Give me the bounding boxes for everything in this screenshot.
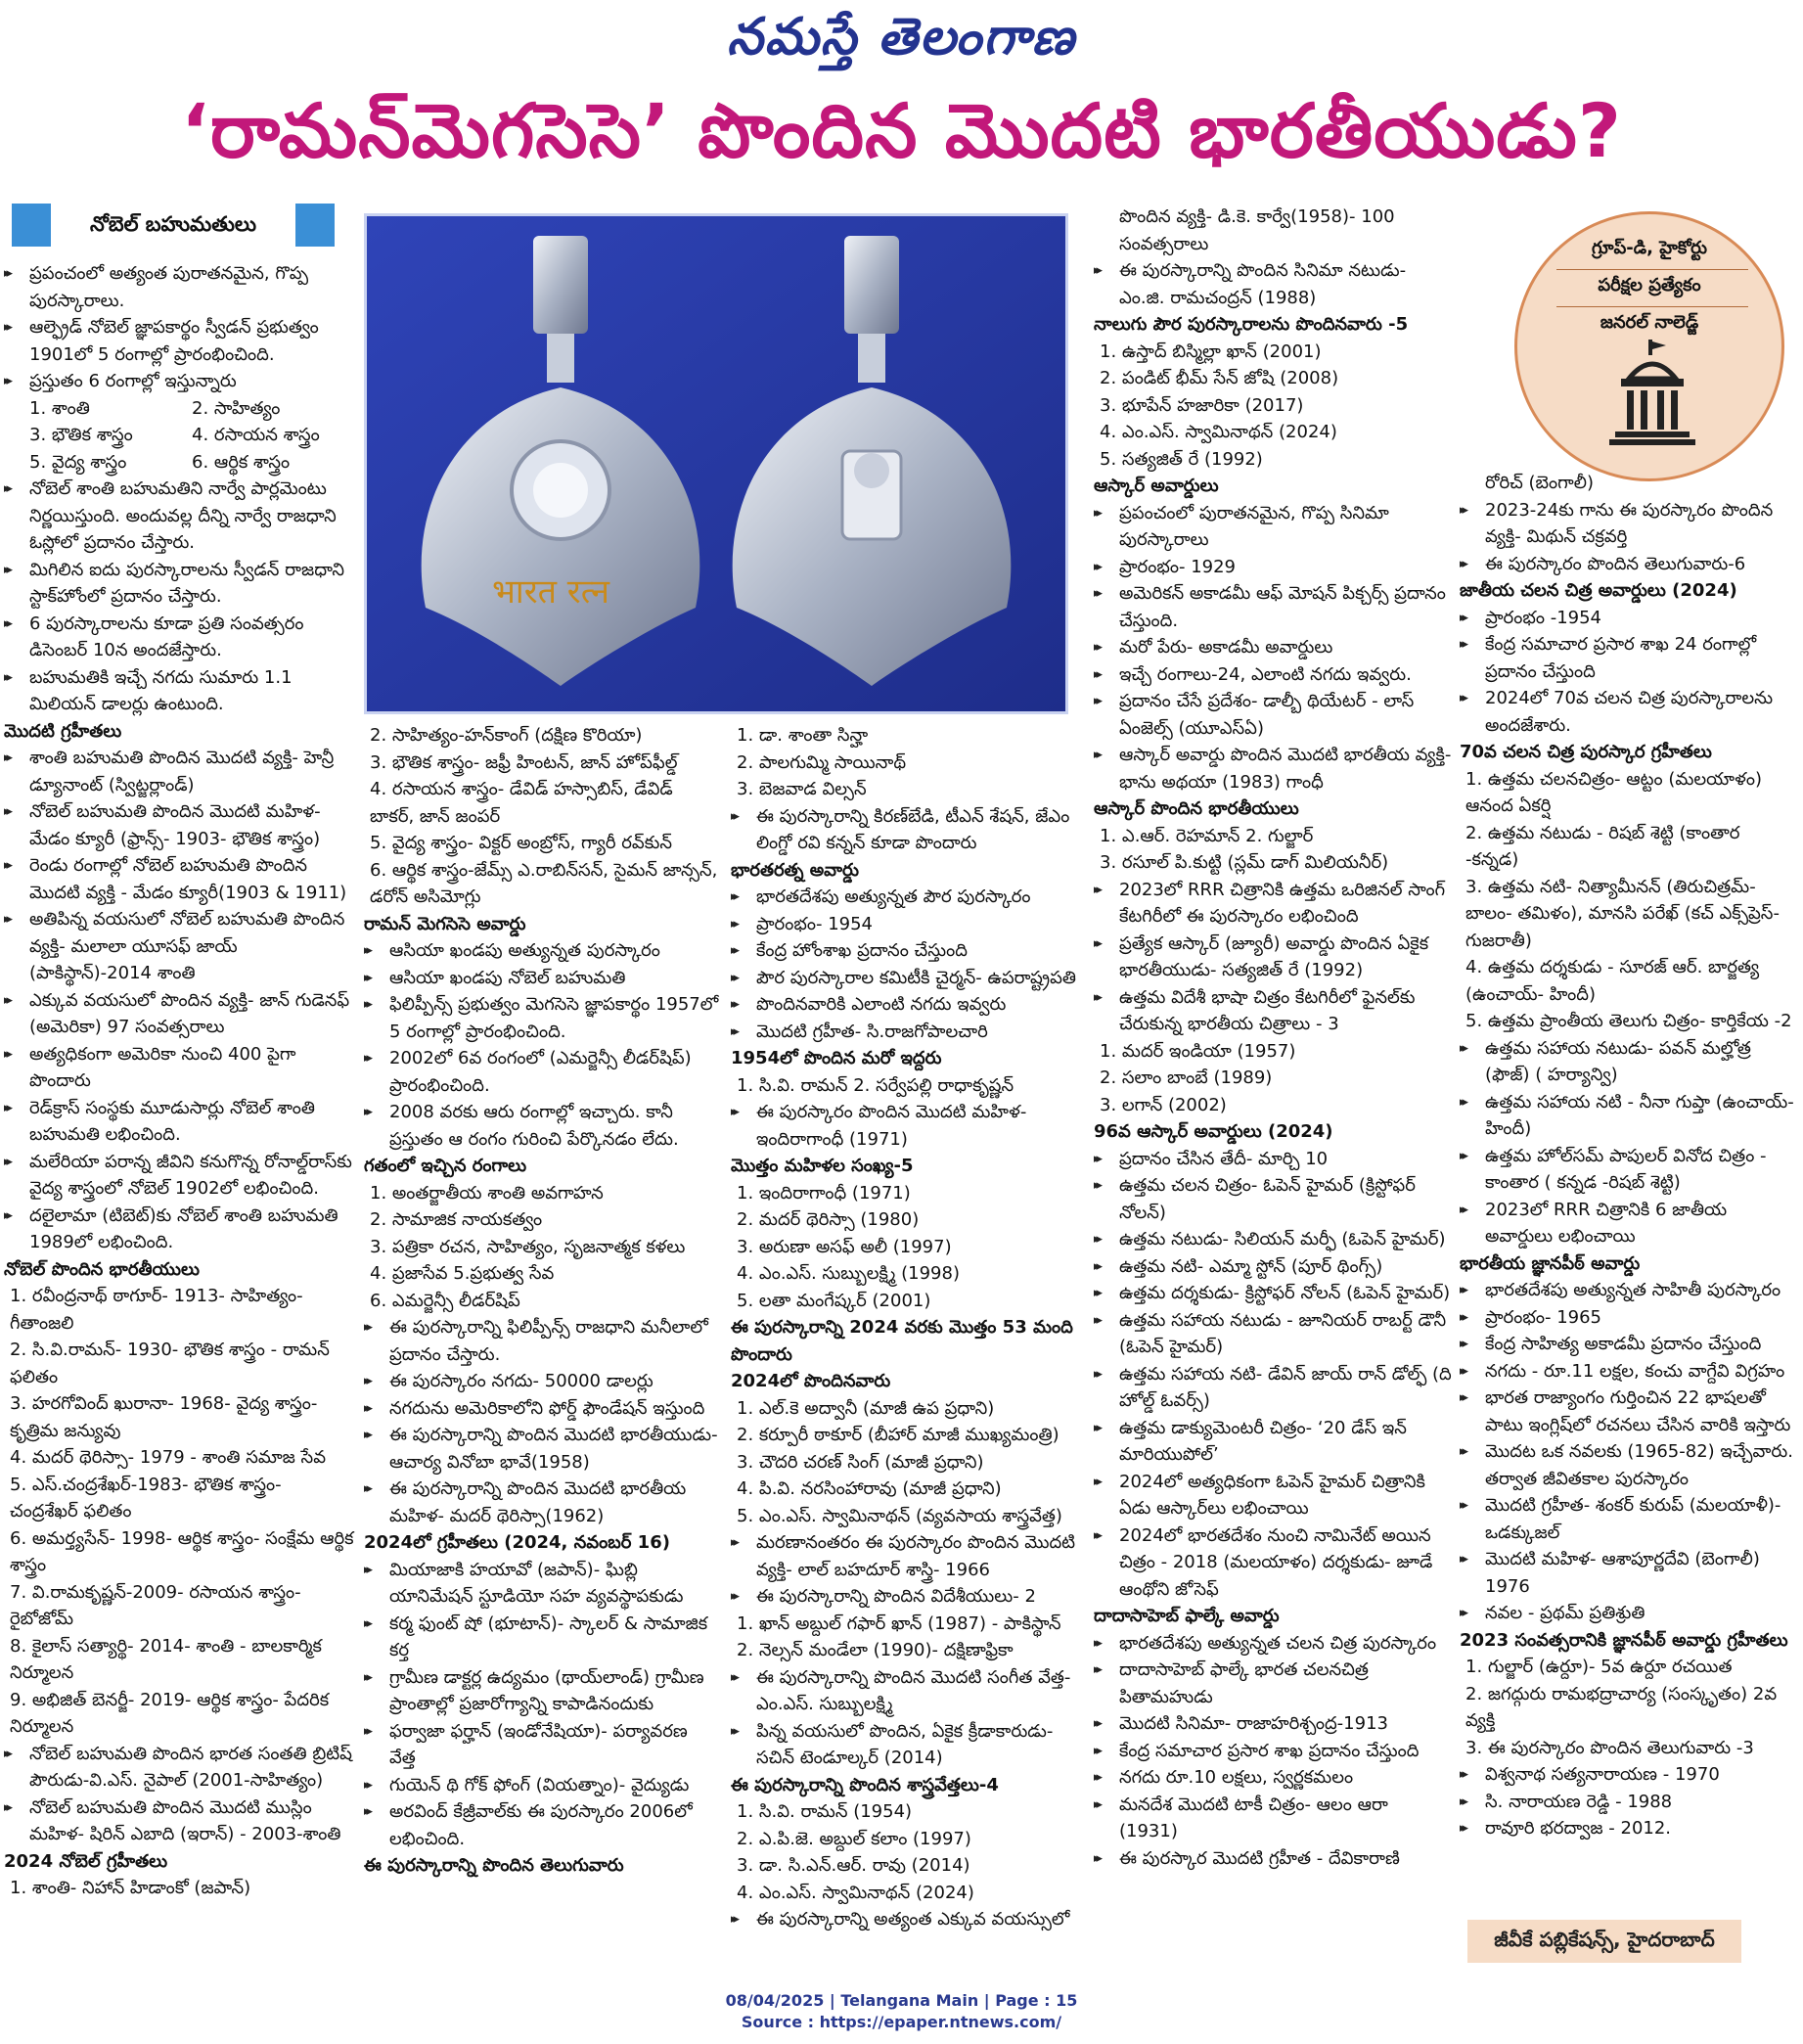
exam-special-badge <box>1514 211 1784 481</box>
subheading: ఆస్కార్‌ పొందిన భారతీయులు <box>1094 798 1299 819</box>
list-item: ▸▸ 2023లో RRR చిత్రానికి ఉత్తమ ఒరిజినల్‌ సాంగ్‌ కేటగిరీలో ఈ పురస్కారం లభించింది <box>1092 877 1452 931</box>
list-item: రోరిచ్‌ (బెంగాలీ) <box>1485 473 1594 493</box>
column-3 <box>729 722 1091 1933</box>
list-item: ▸▸ ఈ పురస్కారాన్ని పొందిన సినిమా నటుడు- ఎం.జి. రామచంద్రన్‌ (1988) <box>1092 257 1452 311</box>
list-item: ▸▸ నగదును అమెరికాలోని ఫోర్డ్‌ ఫౌండేషన్‌ ఇస్తుంది <box>362 1395 719 1423</box>
list-item: ▸▸ మొదటి సినిమా- రాజాహరిశ్చంద్ర-1913 <box>1092 1710 1452 1738</box>
list-item: ▸▸ ప్రారంభం- 1954 <box>729 911 1091 938</box>
list-item: ▸▸ ఉత్తమ నటి- ఎమ్మా స్టోన్‌ (పూర్‌ థింగ్స్‌) <box>1092 1253 1452 1281</box>
list-item: ▸▸ నోబెల్‌ శాంతి బహుమతిని నార్వే పార్లమెంటు నిర్ణయిస్తుంది. అందువల్ల దీన్ని నార్వే రాజధాని ఓస్లోలో ప్రదానం చేస్తారు. <box>2 476 354 557</box>
list-item: ▸▸ బహుమతికి ఇచ్చే నగదు సుమారు 1.1 మిలియన్‌ డాలర్లు ఉంటుంది. <box>2 664 354 718</box>
list-item: 1. సి.వి. రామన్‌ 2. సర్వేపల్లి రాధాకృష్ణన్‌ <box>737 1074 1014 1096</box>
list-item: ▸▸ పౌర పురస్కారాల కమిటీకి చైర్మన్‌- ఉపరాష్ట్రపతి <box>729 965 1091 992</box>
list-item: ▸▸ కేంద్ర హోంశాఖ ప్రదానం చేస్తుంది <box>729 937 1091 965</box>
list-item: ▸▸ ఈ పురస్కారాన్ని పొందిన మొదటి భారతీయ మహిళ- మదర్‌ థెరిస్సా(1962) <box>362 1476 719 1529</box>
list-item: 1. శాంతి 2. సాహిత్యం <box>29 397 281 419</box>
list-item: ▸▸ ఇచ్చే రంగాలు-24, ఎలాంటి నగదు ఇవ్వరు. <box>1092 661 1452 689</box>
list-item: ▸▸ ప్రత్యేక ఆస్కార్‌ (జ్యూరీ) అవార్డు పొందిన ఏకైక భారతీయుడు- సత్యజిత్‌ రే (1992) <box>1092 931 1452 984</box>
list-item: 5. సత్యజిత్‌ రే (1992) <box>1100 448 1263 470</box>
list-item: 1. డా. శాంతా సిన్హా <box>737 725 869 746</box>
list-item: ▸▸ రెండు రంగాల్లో నోబెల్‌ బహుమతి పొందిన మొదటి వ్యక్తి - మేడం క్యూరీ(1903 & 1911) <box>2 852 354 906</box>
list-item: 7. వి.రామకృష్ణన్‌-2009- రసాయన శాస్త్రం- రైబోజోమ్‌ <box>10 1581 301 1629</box>
list-item: ▸▸ మలేరియా పరాన్న జీవిని కనుగొన్న రోనాల్డ్‌రాస్‌కు వైద్య శాస్త్రంలో నోబెల్‌ 1902లో లభించింది. <box>2 1149 354 1203</box>
subheading: జాతీయ చలన చిత్ర అవార్డులు (2024) <box>1460 580 1737 601</box>
list-item: 3. భౌతిక శాస్త్రం 4. రసాయన శాస్త్రం <box>29 425 320 445</box>
badge-line-1: గ్రూప్‌-డి, హైకోర్టు <box>1591 238 1708 258</box>
list-item: ▸▸ మనదేశ మొదటి టాకీ చిత్రం- ఆలం ఆరా (1931) <box>1092 1792 1452 1845</box>
list-item: 3. ఈ పురస్కారం పొందిన తెలుగువారు -3 <box>1465 1737 1754 1758</box>
list-item: 1. గుల్జార్‌ (ఉర్దూ)- 5వ ఉర్దూ రచయిత <box>1465 1657 1733 1677</box>
column-1-body <box>2 260 354 1902</box>
list-item: ▸▸ ఈ పురస్కారం పొందిన మొదటి మహిళ- ఇందిరాగాంధీ (1971) <box>729 1099 1091 1153</box>
list-item: 5. వైద్య శాస్త్రం- విక్టర్‌ అంబ్రోస్‌, గ్యారీ రవ్‌కున్‌ <box>370 833 672 853</box>
list-item: ▸▸ 2024లో అత్యధికంగా ఓపెన్‌ హైమర్‌ చిత్రానికి ఏడు ఆస్కార్‌లు లభించాయి <box>1092 1469 1452 1522</box>
list-item: ▸▸ ఉత్తమ నటుడు- సిలియన్‌ మర్ఫీ (ఓపెన్‌ హైమర్‌) <box>1092 1226 1452 1253</box>
list-item: ▸▸ ఈ పురస్కారాన్ని అత్యంత ఎక్కువ వయస్సులో <box>729 1906 1091 1933</box>
list-item: ▸▸ నవల - ప్రథమ్‌ ప్రతిశ్రుతి <box>1458 1600 1796 1627</box>
list-item: 1. ఉస్తాద్‌ బిస్మిల్లా ఖాన్‌ (2001) <box>1100 341 1322 362</box>
list-item: ▸▸ మొదటి మహిళ- ఆశాపూర్ణదేవి (బెంగాలీ) 1976 <box>1458 1546 1796 1600</box>
building-icon <box>1607 340 1697 445</box>
list-item: ▸▸ ప్రదానం చేసే ప్రదేశం- డాల్బీ థియేటర్‌ - లాస్‌ ఏంజెల్స్‌ (యూఎస్‌ఏ) <box>1092 688 1452 742</box>
list-item: ▸▸ నగదు రూ.10 లక్షలు, స్వర్ణకమలం <box>1092 1764 1452 1792</box>
list-item: ▸▸ దలైలామా (టిబెట్‌)కు నోబెల్‌ శాంతి బహుమతి 1989లో లభించింది. <box>2 1203 354 1256</box>
list-item: ▸▸ విశ్వనాథ సత్యనారాయణ - 1970 <box>1458 1761 1796 1789</box>
footer-edition: 08/04/2025 | Telangana Main | Page : 15 <box>725 1991 1078 2010</box>
subheading: మొత్తం మహిళల సంఖ్య-5 <box>731 1156 914 1176</box>
list-item: 5. లతా మంగేష్కర్‌ (2001) <box>737 1290 931 1311</box>
list-item: 3. చౌదరి చరణ్‌ సింగ్‌ (మాజీ ప్రధాని) <box>737 1451 984 1473</box>
list-item: 2. సాహిత్యం-హన్‌కాంగ్‌ (దక్షిణ కొరియా) <box>370 725 643 746</box>
list-item: ▸▸ ఈ పురస్కార మొదటి గ్రహీత - దేవికారాణి <box>1092 1845 1452 1873</box>
list-item: 1. శాంతి- నిహాన్‌ హిడాంకో (జపాన్‌) <box>10 1878 251 1898</box>
subheading: ఆస్కార్‌ అవార్డులు <box>1094 476 1219 496</box>
list-item: ▸▸ పిన్న వయసులో పొందిన, ఏకైక క్రీడాకారుడు- సచిన్‌ టెండూల్కర్‌ (2014) <box>729 1718 1091 1772</box>
list-item: ▸▸ కేంద్ర సమాచార ప్రసార శాఖ 24 రంగాల్లో ప్రదానం చేస్తుంది <box>1458 631 1796 685</box>
list-item: ▸▸ శాంతి బహుమతి పొందిన మొదటి వ్యక్తి- హెన్రీ డ్యూనాంట్‌ (స్విట్జర్లాండ్‌) <box>2 745 354 798</box>
list-item: ▸▸ 2002లో 6వ రంగంలో (ఎమర్జెన్సీ లీడర్‌షిప్‌) ప్రారంభించింది. <box>362 1045 719 1099</box>
page-footer <box>0 1990 1803 2033</box>
list-item: ▸▸ ఈ పురస్కారం పొందిన తెలుగువారు-6 <box>1458 551 1796 578</box>
newspaper-name: నమస్తే తెలంగాణ <box>727 7 1076 67</box>
section-header <box>2 204 354 254</box>
column-4 <box>1092 204 1452 1872</box>
list-item: 3. ఉత్తమ నటి- నిత్యామీనన్‌ (తిరుచిత్రమ్‌-బాలం- తమిళం), మానసి పరేఖ్‌ (కచ్‌ ఎక్స్‌ప్రెస్‌- గుజరాతీ) <box>1465 876 1780 951</box>
list-item: 1. ఎ.ఆర్‌. రెహమాన్‌ 2. గుల్జార్‌ <box>1100 825 1314 846</box>
list-item: 2. నెల్సన్‌ మండేలా (1990)- దక్షిణాఫ్రికా <box>737 1640 1014 1660</box>
list-item: ▸▸ కేంద్ర సాహిత్య అకాడమీ ప్రదానం చేస్తుంది <box>1458 1331 1796 1358</box>
subheading: భారతీయ జ్ఞానపీఠ్‌ అవార్డు <box>1460 1252 1641 1274</box>
list-item: ▸▸ ఈ పురస్కారం నగదు- 50000 డాలర్లు <box>362 1368 719 1395</box>
list-item: ▸▸ అతిపిన్న వయసులో నోబెల్‌ బహుమతి పొందిన వ్యక్తి- మలాలా యూసఫ్‌ జాయ్‌ (పాకిస్థాన్‌)-2014 శాంతి <box>2 906 354 987</box>
list-item: 6. ఎమర్జెన్సీ లీడర్‌షిప్‌ <box>370 1290 520 1311</box>
list-item: 2. సామాజిక నాయకత్వం <box>370 1209 543 1230</box>
list-item: 3. బెజవాడ విల్సన్‌ <box>737 779 867 799</box>
list-item: 3. భూపేన్‌ హజారికా (2017) <box>1100 394 1304 416</box>
subheading: రామన్‌ మెగసెసె అవార్డు <box>364 913 526 934</box>
list-item: ▸▸ ప్రారంభం -1954 <box>1458 605 1796 632</box>
list-item: ▸▸ ఈ పురస్కారాన్ని పొందిన మొదటి సంగీత వేత్త- ఎం.ఎస్‌. సుబ్బులక్ష్మి <box>729 1664 1091 1718</box>
list-item: ▸▸ 2024లో 70వ చలన చిత్ర పురస్కారాలను అందజేశారు. <box>1458 685 1796 739</box>
list-item: 3. డా. సి.ఎన్‌.ఆర్‌. రావు (2014) <box>737 1855 970 1876</box>
list-item: 6. ఆర్థిక శాస్త్రం-జేమ్స్‌ ఎ.రాబిన్‌సన్‌, సైమన్‌ జాన్సన్‌, డరోన్‌ అసిమోగ్లు <box>370 859 718 907</box>
list-item: 6. అమర్త్యసేన్‌- 1998- ఆర్థిక శాస్త్రం- సంక్షేమ ఆర్థిక శాస్త్రం <box>10 1527 354 1575</box>
list-item: 1. ఉత్తమ చలనచిత్రం- ఆట్టం (మలయాళం) ఆనంద ఏకర్షి <box>1465 768 1763 816</box>
column-1 <box>2 204 354 1902</box>
list-item: 2. మదర్‌ థెరిస్సా (1980) <box>737 1209 920 1230</box>
list-item: 4. ఎం.ఎస్‌. స్వామినాథన్‌ (2024) <box>737 1882 974 1903</box>
list-item: 4. ప్రజాసేవ 5.ప్రభుత్వ సేవ <box>370 1263 555 1284</box>
subheading: నోబెల్‌ పొందిన భారతీయులు <box>4 1258 200 1280</box>
list-item: ▸▸ ఈ పురస్కారాన్ని పొందిన విదేశీయులు- 2 <box>729 1583 1091 1611</box>
list-item: ▸▸ ఉత్తమ సహాయ నటి - నీనా గుప్తా (ఉంచాయ్‌-హిందీ) <box>1458 1089 1796 1143</box>
list-item: 3. భౌతిక శాస్త్రం- జఫ్రీ హింటన్‌, జాన్‌ హోప్‌ఫీల్డ్‌ <box>370 751 678 773</box>
column-5 <box>1458 470 1796 1842</box>
badge-divider <box>1556 269 1748 270</box>
list-item: ▸▸ దాదాసాహెబ్‌ ఫాల్కే భారత చలనచిత్ర పితామహుడు <box>1092 1657 1452 1710</box>
list-item: ▸▸ కేంద్ర సమాచార ప్రసార శాఖ ప్రదానం చేస్తుంది <box>1092 1738 1452 1765</box>
list-item: ▸▸ ఉత్తమ విదేశీ భాషా చిత్రం కేటగిరీలో ఫైనల్‌కు చేరుకున్న భారతీయ చిత్రాలు - 3 <box>1092 984 1452 1038</box>
list-item: ▸▸ 2023లో RRR చిత్రానికి 6 జాతీయ అవార్డులు లభించాయి <box>1458 1197 1796 1250</box>
badge-divider <box>1556 306 1748 307</box>
subheading: 2024 నోబెల్‌ గ్రహీతలు <box>4 1850 168 1872</box>
subheading: గతంలో ఇచ్చిన రంగాలు <box>364 1156 527 1176</box>
list-item: ▸▸ ఆసియా ఖండపు నోబెల్‌ బహుమతి <box>362 965 719 992</box>
subheading: 96వ ఆస్కార్‌ అవార్డులు (2024) <box>1094 1121 1333 1142</box>
list-item: ▸▸ ఉత్తమ చలన చిత్రం- ఓపెన్‌ హైమర్‌ (క్రిస్టోఫర్‌ నోలన్‌) <box>1092 1172 1452 1226</box>
list-item: 1. మదర్‌ ఇండియా (1957) <box>1100 1040 1296 1062</box>
list-item: ▸▸ ఈ పురస్కారాన్ని పొందిన మొదటి భారతీయుడు- ఆచార్య వినోబా భావే(1958) <box>362 1422 719 1476</box>
list-item: ▸▸ మొదటి గ్రహీత- సి.రాజగోపాలచారి <box>729 1019 1091 1046</box>
list-item: ▸▸ రావూరి భరద్వాజ - 2012. <box>1458 1815 1796 1842</box>
list-item: ▸▸ భారతదేశపు అత్యున్నత చలన చిత్ర పురస్కారం <box>1092 1630 1452 1658</box>
subheading: 70వ చలన చిత్ర పురస్కార గ్రహీతలు <box>1460 742 1712 762</box>
list-item: ▸▸ మియాజాకి హయావో (జపాన్‌)- ఘిబ్లి యానిమేషన్‌ స్టూడియో సహ వ్యవస్థాపకుడు <box>362 1557 719 1611</box>
list-item: ▸▸ ఆసియా ఖండపు అత్యున్నత పురస్కారం <box>362 937 719 965</box>
section-title: నోబెల్‌ బహుమతులు <box>12 204 335 247</box>
column-2 <box>362 722 719 1880</box>
list-item: ▸▸ ప్రపంచంలో అత్యంత పురాతనమైన, గొప్ప పురస్కారాలు. <box>2 260 354 314</box>
list-item: ▸▸ 2023-24కు గాను ఈ పురస్కారం పొందిన వ్యక్తి- మిథున్‌ చక్రవర్తి <box>1458 497 1796 551</box>
list-item: ▸▸ ఆస్కార్‌ అవార్డు పొందిన మొదటి భారతీయ వ్యక్తి- భాను అథయా (1983) గాంధీ <box>1092 742 1452 795</box>
list-item: ▸▸ ఉత్తమ సహాయ నటుడు- పవన్‌ మల్హోత్ర (ఫౌజ్‌) ( హర్యాన్వి) <box>1458 1035 1796 1089</box>
list-item: 4. ఎం.ఎస్‌. స్వామినాథన్‌ (2024) <box>1100 422 1337 442</box>
list-item: ▸▸ 6 పురస్కారాలను కూడా ప్రతి సంవత్సరం డిసెంబర్‌ 10న అందజేస్తారు. <box>2 611 354 664</box>
subheading: 2024లో గ్రహీతలు (2024, నవంబర్‌ 16) <box>364 1532 670 1553</box>
list-item: ▸▸ నగదు - రూ.11 లక్షల, కంచు వాగ్దేవి విగ్రహం <box>1458 1358 1796 1385</box>
list-item: 3. అరుణా అసఫ్‌ అలీ (1997) <box>737 1236 952 1257</box>
list-item: 4. పి.వి. నరసింహారావు (మాజీ ప్రధాని) <box>737 1478 1002 1499</box>
list-item: ▸▸ రెడ్‌క్రాస్‌ సంస్థకు మూడుసార్లు నోబెల్‌ శాంతి బహుమతి లభించింది. <box>2 1095 354 1149</box>
list-item: ▸▸ గుయెన్‌ థి గోక్‌ ఫోంగ్‌ (వియత్నాం)- వైద్యుడు <box>362 1772 719 1799</box>
list-item: ▸▸ ప్రదానం చేసిన తేదీ- మార్చి 10 <box>1092 1146 1452 1173</box>
list-item: ▸▸ ప్రారంభం- 1929 <box>1092 554 1452 581</box>
list-item: 3. హరగోవింద్‌ ఖురానా- 1968- వైద్య శాస్త్రం- కృత్రిమ జన్యువు <box>10 1393 318 1441</box>
list-item: ▸▸ అరవింద్‌ కేజ్రీవాల్‌కు ఈ పురస్కారం 2006లో లభించింది. <box>362 1798 719 1852</box>
badge-line-3: జనరల్‌ నాలెడ్జ్‌ <box>1600 312 1699 333</box>
headline-text: ‘రామన్‌మెగసెసె’ పొందిన మొదటి భారతీయుడు? <box>181 87 1622 174</box>
list-item: ▸▸ ఉత్తమ సహాయ నటి- డేవిన్‌ జాయ్‌ రాన్‌ డోల్ఫ్‌ (ది హోల్డ్‌ ఓవర్స్‌) <box>1092 1361 1452 1415</box>
list-item: ▸▸ ఫిలిప్పీన్స్‌ ప్రభుత్వం మెగసెసె జ్ఞాపకార్థం 1957లో 5 రంగాల్లో ప్రారంభించింది. <box>362 991 719 1045</box>
list-item: 4. ఉత్తమ దర్శకుడు - సూరజ్‌ ఆర్‌. బార్జత్య (ఉంచాయ్‌- హిందీ) <box>1465 957 1760 1005</box>
list-item: ▸▸ ఎక్కువ వయసులో పొందిన వ్యక్తి- జాన్‌ గుడెనఫ్‌ (అమెరికా) 97 సంవత్సరాలు <box>2 987 354 1041</box>
list-item: 2. సి.వి.రామన్‌- 1930- భౌతిక శాస్త్రం - రామన్‌ ఫలితం <box>10 1340 330 1387</box>
list-item: 2. పాలగుమ్మి సాయినాథ్‌ <box>737 751 907 773</box>
subheading: 2024లో పొందినవారు <box>731 1371 891 1391</box>
subheading: 1954లో పొందిన మరో ఇద్దరు <box>731 1048 942 1068</box>
subheading: నాలుగు పౌర పురస్కారాలను పొందినవారు -5 <box>1094 314 1409 335</box>
list-item: ▸▸ భారతదేశపు అత్యున్నత పౌర పురస్కారం <box>729 884 1091 911</box>
list-item: ▸▸ మిగిలిన ఐదు పురస్కారాలను స్వీడన్‌ రాజధాని స్టాక్‌హోంలో ప్రదానం చేస్తారు. <box>2 557 354 611</box>
list-item: 2. జగద్గురు రామభద్రాచార్య (సంస్కృతం) 2వ వ్యక్తి <box>1465 1683 1778 1731</box>
list-item: 2. ఉత్తమ నటుడు - రిషబ్‌ శెట్టి (కాంతార -కన్నడ) <box>1465 822 1740 870</box>
list-item: ▸▸ భారత రాజ్యాంగం గుర్తించిన 22 భాషలతో పాటు ఇంగ్లిష్‌లో రచనలు చేసిన వారికి ఇస్తారు <box>1458 1385 1796 1438</box>
list-item: ▸▸ 2008 వరకు ఆరు రంగాల్లో ఇచ్చారు. కానీ ప్రస్తుతం ఆ రంగం గురించి పేర్కొనడం లేదు. <box>362 1099 719 1153</box>
list-item: 2. పండిట్‌ భీమ్‌ సేన్‌ జోషి (2008) <box>1100 368 1339 388</box>
footer-source: Source : https://epaper.ntnews.com/ <box>741 2013 1062 2031</box>
list-item: ▸▸ అమెరికన్‌ అకాడమీ ఆఫ్‌ మోషన్‌ పిక్చర్స్‌ ప్రదానం చేస్తుంది. <box>1092 580 1452 634</box>
list-item: 5. ఎం.ఎస్‌. స్వామినాథన్‌ (వ్యవసాయ శాస్త్రవేత్త) <box>737 1505 1062 1526</box>
list-item: ▸▸ ఉత్తమ దర్శకుడు- క్రిస్టోఫర్‌ నోలన్‌ (ఓపెన్‌ హైమర్‌) <box>1092 1280 1452 1307</box>
list-item: ▸▸ గ్రామీణ డాక్టర్ల ఉద్యమం (థాయ్‌లాండ్‌) గ్రామీణ ప్రాంతాల్లో ప్రజారోగ్యాన్ని కాపాడినందుకు <box>362 1664 719 1718</box>
subheading: 2023 సంవత్సరానికి జ్ఞానపీఠ్‌ అవార్డు గ్రహీతలు <box>1460 1629 1788 1651</box>
list-item: 3. లగాన్‌ (2002) <box>1100 1094 1227 1115</box>
list-item: 3. రసూల్‌ పి.కుట్టి (స్లమ్‌ డాగ్‌ మిలియనీర్‌) <box>1100 852 1389 873</box>
list-item: ▸▸ ఆల్ఫ్రెడ్‌ నోబెల్‌ జ్ఞాపకార్థం స్వీడన్‌ ప్రభుత్వం 1901లో 5 రంగాల్లో ప్రారంభించింది. <box>2 314 354 368</box>
list-item: 8. కైలాస్‌ సత్యార్థి- 2014- శాంతి - బాలకార్మిక నిర్మూలన <box>10 1635 322 1683</box>
list-item: 4. రసాయన శాస్త్రం- డేవిడ్‌ హస్సాబిస్‌, డేవిడ్‌ బాకర్‌, జాన్‌ జంపర్‌ <box>370 779 673 827</box>
list-item: 3. పత్రికా రచన, సాహిత్యం, సృజనాత్మక కళలు <box>370 1236 686 1257</box>
list-item: ▸▸ మొదటి గ్రహీత- శంకర్‌ కురుప్‌ (మలయాళీ)- ఒడక్కుజల్‌ <box>1458 1492 1796 1546</box>
list-item: 4. మదర్‌ థెరిస్సా- 1979 - శాంతి సమాజ సేవ <box>10 1447 326 1468</box>
list-item: 5. ఉత్తమ ప్రాంతీయ తెలుగు చిత్రం- కార్తికేయ -2 <box>1465 1011 1792 1031</box>
list-item: 4. ఎం.ఎస్‌. సుబ్బులక్ష్మి (1998) <box>737 1263 960 1284</box>
list-item: ▸▸ పొందినవారికి ఎలాంటి నగదు ఇవ్వరు <box>729 991 1091 1019</box>
list-item: ▸▸ ఈ పురస్కారాన్ని ఫిలిప్పీన్స్‌ రాజధాని మనీలాలో ప్రదానం చేస్తారు. <box>362 1314 719 1368</box>
list-item: 1. సి.వి. రామన్‌ (1954) <box>737 1801 913 1822</box>
list-item: ▸▸ ప్రస్తుతం 6 రంగాల్లో ఇస్తున్నారు <box>2 368 354 395</box>
list-item: ▸▸ నోబెల్‌ బహుమతి పొందిన భారత సంతతి బ్రిటిష్‌ పౌరుడు-వి.ఎస్‌. నైపాల్‌ (2001-సాహిత్యం) <box>2 1741 354 1794</box>
list-item: ▸▸ ఉత్తమ సహాయ నటుడు - జూనియర్‌ రాబర్ట్‌ డౌనీ (ఓపెన్‌ హైమర్‌) <box>1092 1307 1452 1361</box>
list-item: 1. ఖాన్‌ అబ్దుల్‌ గఫార్‌ ఖాన్‌ (1987) - పాకిస్థాన్‌ <box>737 1612 1061 1634</box>
list-item: 1. ఇందిరాగాంధీ (1971) <box>737 1182 911 1204</box>
list-item: పొందిన వ్యక్తి- డి.కె. కార్వే(1958)- 100 సంవత్సరాలు <box>1119 206 1395 254</box>
list-item: ▸▸ నోబెల్‌ బహుమతి పొందిన మొదటి ముస్లిం మహిళ- షిరిన్‌ ఎబాది (ఇరాన్‌) - 2003-శాంతి <box>2 1794 354 1848</box>
list-item: ▸▸ అత్యధికంగా అమెరికా నుంచి 400 పైగా పొందారు <box>2 1041 354 1095</box>
bharat-ratna-medal-photo <box>364 213 1068 714</box>
list-item: 2. ఎ.పి.జె. అబ్దుల్‌ కలాం (1997) <box>737 1828 971 1849</box>
publisher-credit: జీవీకే పబ్లికేషన్స్‌, హైదరాబాద్‌ <box>1467 1920 1741 1963</box>
list-item: 2. సలాం బాంబే (1989) <box>1100 1067 1273 1088</box>
subheading: మొదటి గ్రహీతలు <box>4 720 122 742</box>
list-item: ▸▸ నోబెల్‌ బహుమతి పొందిన మొదటి మహిళ- మేడం క్యూరీ (ఫ్రాన్స్‌- 1903- భౌతిక శాస్త్రం) <box>2 798 354 852</box>
list-item: 2. కర్పూరీ ఠాకూర్‌ (బీహార్‌ మాజీ ముఖ్యమంత్రి) <box>737 1425 1059 1445</box>
list-item: ▸▸ కర్మ ఫుంట్‌ షో (భూటాన్‌)- స్కాలర్‌ & సామాజిక కర్త <box>362 1611 719 1664</box>
list-item: ▸▸ మరణానంతరం ఈ పురస్కారం పొందిన మొదటి వ్యక్తి- లాల్‌ బహదూర్‌ శాస్త్రి- 1966 <box>729 1529 1091 1583</box>
list-item: 1. ఎల్‌.కె అద్వానీ (మాజీ ఉప ప్రధాని) <box>737 1397 995 1419</box>
masthead <box>0 4 1803 82</box>
subheading: ఈ పురస్కారాన్ని పొందిన తెలుగువారు <box>364 1855 624 1876</box>
list-item: 9. అభిజిత్‌ బెనర్జీ- 2019- ఆర్థిక శాస్త్రం- పేదరిక నిర్మూలన <box>10 1689 330 1737</box>
list-item: 1. రవీంద్రనాథ్‌ ఠాగూర్‌- 1913- సాహిత్యం- గీతాంజలి <box>10 1286 303 1334</box>
list-item: ▸▸ ప్రపంచంలో పురాతనమైన, గొప్ప సినిమా పురస్కారాలు <box>1092 500 1452 554</box>
list-item: ▸▸ ఉత్తమ హోల్‌సమ్‌ పాపులర్‌ వినోద చిత్రం - కాంతార ( కన్నడ -రిషబ్‌ శెట్టి) <box>1458 1143 1796 1197</box>
list-item: ▸▸ మొదట ఒక నవలకు (1965-82) ఇచ్చేవారు. తర్వాత జీవితకాల పురస్కారం <box>1458 1438 1796 1492</box>
medal-illustration <box>367 216 1065 711</box>
badge-line-2: పరీక్షల ప్రత్యేకం <box>1598 275 1701 295</box>
svg-text:भारत रत्न: भारत रत्न <box>492 572 610 612</box>
list-item: ▸▸ 2024లో భారతదేశం నుంచి నామినేట్‌ అయిన చిత్రం - 2018 (మలయాళం) దర్శకుడు- జూడే ఆంథోని జోసెఫ్‌ <box>1092 1522 1452 1604</box>
headline <box>10 86 1793 194</box>
list-item: ▸▸ మరో పేరు- అకాడమీ అవార్డులు <box>1092 634 1452 661</box>
list-item: ▸▸ ఫర్వాజా ఫర్హాన్‌ (ఇండోనేషియా)- పర్యావరణ వేత్త <box>362 1718 719 1772</box>
list-item: 5. వైద్య శాస్త్రం 6. ఆర్థిక శాస్త్రం <box>29 451 291 473</box>
list-item: ▸▸ ఉత్తమ డాక్యుమెంటరీ చిత్రం- ‘20 డేస్‌ ఇన్‌ మారియుపోల్‌’ <box>1092 1415 1452 1469</box>
list-item: ▸▸ భారతదేశపు అత్యున్నత సాహితీ పురస్కారం <box>1458 1277 1796 1304</box>
list-item: 1. అంతర్జాతీయ శాంతి అవగాహన <box>370 1182 604 1204</box>
list-item: ▸▸ ఈ పురస్కారాన్ని కిరణ్‌బేడి, టీఎన్‌ శేషన్‌, జేఎం లింగ్డో రవి కన్నన్‌ కూడా పొందారు <box>729 803 1091 857</box>
list-item: 5. ఎస్‌.చంద్రశేఖర్‌-1983- భౌతిక శాస్త్రం- చంద్రశేఖర్‌ ఫలితం <box>10 1474 282 1522</box>
list-item: ▸▸ ప్రారంభం- 1965 <box>1458 1304 1796 1332</box>
subheading: భారతరత్న అవార్డు <box>731 859 859 881</box>
subheading: ఈ పురస్కారాన్ని 2024 వరకు మొత్తం 53 మంది పొందారు <box>731 1317 1073 1365</box>
subheading: ఈ పురస్కారాన్ని పొందిన శాస్త్రవేత్తలు-4 <box>731 1774 999 1795</box>
subheading: దాదాసాహెబ్‌ ఫాల్కే అవార్డు <box>1094 1606 1280 1626</box>
list-item: ▸▸ సి. నారాయణ రెడ్డి - 1988 <box>1458 1789 1796 1816</box>
